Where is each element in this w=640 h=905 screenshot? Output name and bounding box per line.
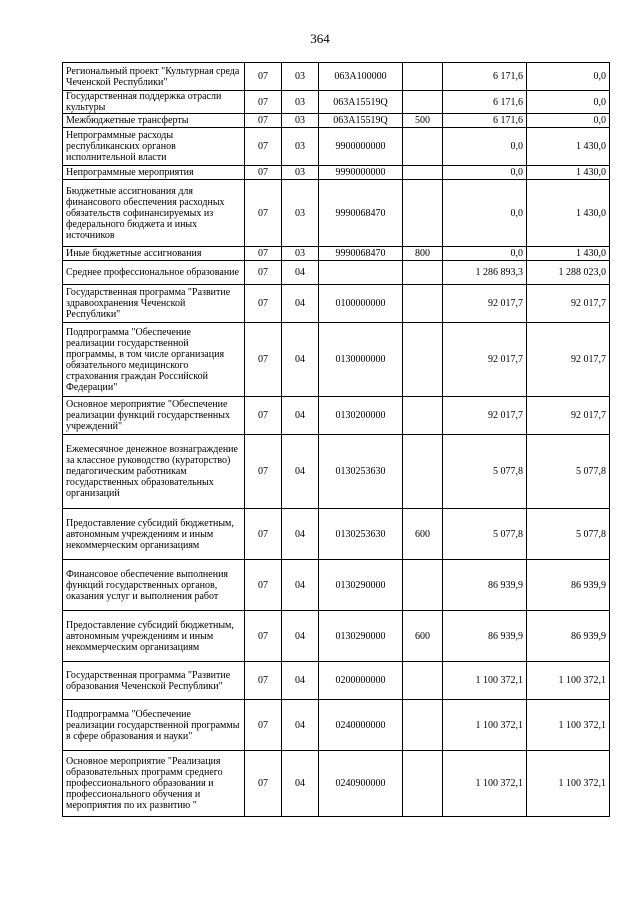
- row-name: Подпрограмма "Обеспечение реализации государственной программы, в том числе организация обязательного медицинского страхования граждан Российской Федерации": [63, 323, 245, 397]
- table-row: [63, 114, 610, 128]
- row-name: Государственная программа "Развитие образования Чеченской Республики": [63, 662, 245, 700]
- row-amount-year-1: 1 100 372,1: [443, 662, 527, 700]
- table-row: [63, 261, 610, 285]
- row-subsection: 04: [282, 700, 319, 751]
- row-section: 07: [245, 397, 282, 435]
- row-name: Ежемесячное денежное вознаграждение за классное руководство (кураторство) педагогическим работникам государственных образовательных организаций: [63, 435, 245, 509]
- row-subsection: 04: [282, 751, 319, 817]
- row-target-code: 9990068470: [319, 247, 403, 261]
- row-name: Бюджетные ассигнования для финансового обеспечения расходных обязательств софинансируемых из федерального бюджета и иных источников: [63, 180, 245, 247]
- row-name: Государственная поддержка отрасли культуры: [63, 91, 245, 114]
- row-section: 07: [245, 611, 282, 662]
- row-amount-year-2: 0,0: [527, 91, 610, 114]
- row-amount-year-2: 1 100 372,1: [527, 751, 610, 817]
- row-target-code: 9990000000: [319, 166, 403, 180]
- row-name: Финансовое обеспечение выполнения функций государственных органов, оказания услуг и выполнения работ: [63, 560, 245, 611]
- row-target-code: 9900000000: [319, 128, 403, 166]
- row-section: 07: [245, 166, 282, 180]
- row-subsection: 04: [282, 611, 319, 662]
- row-amount-year-2: 92 017,7: [527, 285, 610, 323]
- row-section: 07: [245, 180, 282, 247]
- row-expense-type: [403, 751, 443, 817]
- row-amount-year-1: 6 171,6: [443, 91, 527, 114]
- row-expense-type: 600: [403, 611, 443, 662]
- row-name: Предоставление субсидий бюджетным, автономным учреждениям и иным некоммерческим организациям: [63, 611, 245, 662]
- row-target-code: 063A100000: [319, 63, 403, 91]
- row-subsection: 03: [282, 180, 319, 247]
- table-row: [63, 435, 610, 509]
- row-amount-year-1: 1 100 372,1: [443, 751, 527, 817]
- row-target-code: 0200000000: [319, 662, 403, 700]
- row-name: Иные бюджетные ассигнования: [63, 247, 245, 261]
- row-amount-year-2: 1 100 372,1: [527, 662, 610, 700]
- table-row: [63, 247, 610, 261]
- row-expense-type: 500: [403, 114, 443, 128]
- row-expense-type: [403, 397, 443, 435]
- row-amount-year-2: 1 430,0: [527, 247, 610, 261]
- row-amount-year-1: 5 077,8: [443, 509, 527, 560]
- table-row: [63, 323, 610, 397]
- row-target-code: 0240000000: [319, 700, 403, 751]
- row-subsection: 04: [282, 560, 319, 611]
- row-target-code: 0130290000: [319, 560, 403, 611]
- row-section: 07: [245, 662, 282, 700]
- row-name: Среднее профессиональное образование: [63, 261, 245, 285]
- row-section: 07: [245, 63, 282, 91]
- row-amount-year-2: 1 430,0: [527, 166, 610, 180]
- row-target-code: 0240900000: [319, 751, 403, 817]
- table-row: [63, 509, 610, 560]
- row-amount-year-1: 6 171,6: [443, 63, 527, 91]
- row-expense-type: [403, 180, 443, 247]
- row-name: Региональный проект "Культурная среда Чеченской Республики": [63, 63, 245, 91]
- row-expense-type: [403, 700, 443, 751]
- table-row: [63, 91, 610, 114]
- row-amount-year-2: 92 017,7: [527, 397, 610, 435]
- row-subsection: 03: [282, 166, 319, 180]
- row-amount-year-1: 86 939,9: [443, 560, 527, 611]
- row-expense-type: [403, 662, 443, 700]
- row-expense-type: [403, 435, 443, 509]
- row-section: 07: [245, 128, 282, 166]
- row-amount-year-2: 0,0: [527, 63, 610, 91]
- row-section: 07: [245, 435, 282, 509]
- row-expense-type: 600: [403, 509, 443, 560]
- table-row: [63, 180, 610, 247]
- budget-table: [62, 62, 610, 817]
- row-amount-year-1: 1 100 372,1: [443, 700, 527, 751]
- row-name: Межбюджетные трансферты: [63, 114, 245, 128]
- row-amount-year-1: 5 077,8: [443, 435, 527, 509]
- row-target-code: 0100000000: [319, 285, 403, 323]
- row-name: Основное мероприятие "Обеспечение реализации функций государственных учреждений": [63, 397, 245, 435]
- row-amount-year-2: 1 288 023,0: [527, 261, 610, 285]
- row-section: 07: [245, 114, 282, 128]
- row-section: 07: [245, 509, 282, 560]
- row-name: Непрограммные мероприятия: [63, 166, 245, 180]
- table-row: [63, 662, 610, 700]
- table-row: [63, 560, 610, 611]
- row-amount-year-1: 92 017,7: [443, 397, 527, 435]
- row-section: 07: [245, 700, 282, 751]
- row-amount-year-1: 92 017,7: [443, 323, 527, 397]
- row-amount-year-2: 0,0: [527, 114, 610, 128]
- row-amount-year-1: 92 017,7: [443, 285, 527, 323]
- table-row: [63, 397, 610, 435]
- row-target-code: 0130000000: [319, 323, 403, 397]
- row-amount-year-2: 92 017,7: [527, 323, 610, 397]
- row-subsection: 03: [282, 114, 319, 128]
- row-name: Непрограммные расходы республиканских органов исполнительной власти: [63, 128, 245, 166]
- row-subsection: 04: [282, 285, 319, 323]
- table-row: [63, 751, 610, 817]
- row-subsection: 03: [282, 247, 319, 261]
- table-row: [63, 166, 610, 180]
- row-expense-type: [403, 285, 443, 323]
- row-target-code: 063A15519Q: [319, 91, 403, 114]
- row-subsection: 04: [282, 509, 319, 560]
- row-target-code: 0130290000: [319, 611, 403, 662]
- row-amount-year-2: 86 939,9: [527, 560, 610, 611]
- row-section: 07: [245, 323, 282, 397]
- table-row: [63, 63, 610, 91]
- row-amount-year-2: 86 939,9: [527, 611, 610, 662]
- row-expense-type: [403, 323, 443, 397]
- row-amount-year-1: 1 286 893,3: [443, 261, 527, 285]
- row-section: 07: [245, 247, 282, 261]
- row-amount-year-2: 1 430,0: [527, 128, 610, 166]
- row-section: 07: [245, 560, 282, 611]
- row-expense-type: [403, 128, 443, 166]
- row-amount-year-1: 0,0: [443, 128, 527, 166]
- row-subsection: 04: [282, 435, 319, 509]
- row-amount-year-1: 0,0: [443, 247, 527, 261]
- row-amount-year-1: 86 939,9: [443, 611, 527, 662]
- row-section: 07: [245, 751, 282, 817]
- row-subsection: 04: [282, 323, 319, 397]
- row-section: 07: [245, 285, 282, 323]
- row-subsection: 04: [282, 662, 319, 700]
- row-name: Подпрограмма "Обеспечение реализации государственной программы в сфере образования и науки": [63, 700, 245, 751]
- row-section: 07: [245, 91, 282, 114]
- row-target-code: 9990068470: [319, 180, 403, 247]
- table-row: [63, 611, 610, 662]
- row-name: Основное мероприятие "Реализация образовательных программ среднего профессионального образования и профессионального обучения и мероприятия по их развитию ": [63, 751, 245, 817]
- row-amount-year-1: 0,0: [443, 180, 527, 247]
- row-target-code: 0130253630: [319, 435, 403, 509]
- row-expense-type: [403, 63, 443, 91]
- row-target-code: 0130253630: [319, 509, 403, 560]
- row-target-code: 063A15519Q: [319, 114, 403, 128]
- row-amount-year-2: 1 430,0: [527, 180, 610, 247]
- row-amount-year-1: 0,0: [443, 166, 527, 180]
- row-subsection: 04: [282, 397, 319, 435]
- row-target-code: [319, 261, 403, 285]
- row-section: 07: [245, 261, 282, 285]
- row-expense-type: [403, 560, 443, 611]
- row-amount-year-2: 1 100 372,1: [527, 700, 610, 751]
- row-subsection: 04: [282, 261, 319, 285]
- row-amount-year-2: 5 077,8: [527, 435, 610, 509]
- row-expense-type: [403, 166, 443, 180]
- row-expense-type: [403, 261, 443, 285]
- row-target-code: 0130200000: [319, 397, 403, 435]
- row-name: Предоставление субсидий бюджетным, автономным учреждениям и иным некоммерческим организациям: [63, 509, 245, 560]
- row-expense-type: [403, 91, 443, 114]
- row-expense-type: 800: [403, 247, 443, 261]
- page-number: 364: [310, 31, 330, 46]
- row-subsection: 03: [282, 91, 319, 114]
- row-name: Государственная программа "Развитие здравоохранения Чеченской Республики": [63, 285, 245, 323]
- table-row: [63, 285, 610, 323]
- table-row: [63, 128, 610, 166]
- table-row: [63, 700, 610, 751]
- row-subsection: 03: [282, 128, 319, 166]
- row-subsection: 03: [282, 63, 319, 91]
- row-amount-year-2: 5 077,8: [527, 509, 610, 560]
- row-amount-year-1: 6 171,6: [443, 114, 527, 128]
